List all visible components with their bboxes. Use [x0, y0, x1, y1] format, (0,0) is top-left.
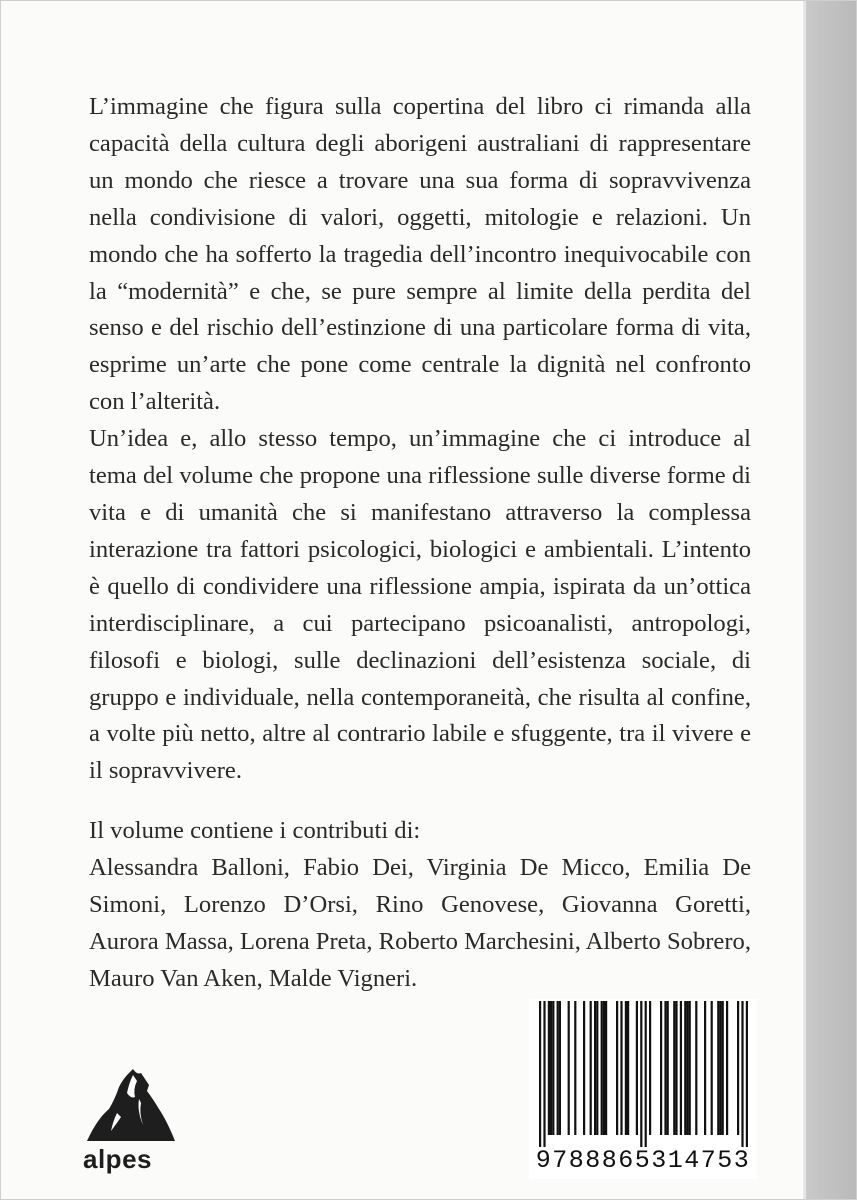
- barcode-bar: [667, 1001, 669, 1135]
- isbn-barcode: [529, 999, 757, 1179]
- barcode-guard-bar: [645, 1001, 647, 1147]
- barcode-guard-bar: [741, 1001, 743, 1147]
- barcode-bar: [620, 1001, 622, 1135]
- barcode-bar: [574, 1001, 576, 1135]
- barcode-bar: [722, 1001, 724, 1135]
- barcode-guard-bar: [640, 1001, 642, 1147]
- barcode-bar: [649, 1001, 651, 1135]
- barcode-bar: [675, 1001, 677, 1135]
- barcode-bar: [689, 1001, 691, 1135]
- barcode-bar: [605, 1001, 607, 1135]
- contributors-list: Alessandra Balloni, Fabio Dei, Virginia De Micco, Emilia De Simoni, Lorenzo D’Orsi, Rino Genovese, Giovanna Goretti, Aurora Massa, Lorena Preta, Roberto Marchesini, Alberto Sobrero, Mauro Van Aken, Malde Vigneri.: [89, 853, 751, 992]
- barcode-bar: [711, 1001, 713, 1135]
- barcode-bar: [550, 1001, 552, 1135]
- barcode-guard-bar: [543, 1001, 545, 1147]
- barcode-bar: [583, 1001, 585, 1135]
- mountain-peak-icon: [83, 1069, 193, 1149]
- barcode-bar: [596, 1001, 598, 1135]
- barcode-bar: [704, 1001, 706, 1135]
- barcode-bar: [627, 1001, 629, 1135]
- publisher-name: alpes: [83, 1144, 152, 1174]
- barcode-bar: [717, 1001, 719, 1135]
- barcode-bar: [616, 1001, 618, 1135]
- barcode-bar: [601, 1001, 603, 1135]
- barcode-bar: [737, 1001, 739, 1135]
- barcode-bar: [594, 1001, 596, 1135]
- book-spine: [806, 1, 856, 1200]
- isbn-number: 9788865314753: [535, 1146, 751, 1175]
- barcode-bar: [660, 1001, 662, 1135]
- barcode-bar: [603, 1001, 605, 1135]
- barcode-bar: [686, 1001, 688, 1135]
- barcode-bar: [559, 1001, 561, 1135]
- barcode-bar: [664, 1001, 666, 1135]
- back-cover-blurb: [89, 89, 751, 790]
- barcode-bar: [680, 1001, 682, 1135]
- blurb-paragraph-2: Un’idea e, allo stesso tempo, un’immagine che ci introduce al tema del volume che propone una riflessione sulle diverse forme di vita e di umanità che si manifestano attraverso la complessa interazione tra fattori psicologici, biologici e ambientali. L’intento è quello di condividere una riflessione ampia, ispirata da un’ottica interdisciplinare, a cui partecipano psicoanalisti, antropologi, filosofi e biologi, sulle declinazioni dell’esistenza sociale, di gruppo e individuale, nella contemporaneità, che risulta al confine, a volte più netto, altre al contrario labile e sfuggente, tra il vivere e il sopravvivere.: [89, 425, 751, 785]
- blurb-paragraph-1: L’immagine che figura sulla copertina del libro ci rimanda alla capacità della cultura degli aborigeni australiani di rappresentare un mondo che riesce a trovare una sua forma di sopravvivenza nella condivisione di valori, oggetti, mitologie e relazioni. Un mondo che ha sofferto la tragedia dell’incontro inequivocabile con la “modernità” e che, se pure sempre al limite della perdita del senso e del rischio dell’estinzione di una particolare forma di vita, esprime un’arte che pone come centrale la dignità nel confronto con l’alterità.: [89, 93, 751, 416]
- barcode-guard-bar: [746, 1001, 748, 1147]
- barcode-bar: [636, 1001, 638, 1135]
- barcode-bar: [695, 1001, 697, 1135]
- barcode-bar: [568, 1001, 570, 1135]
- barcode-bar: [719, 1001, 721, 1135]
- barcode-bar: [625, 1001, 627, 1135]
- publisher-logo: [83, 1069, 193, 1175]
- barcode-bar: [552, 1001, 554, 1135]
- contributors-intro: Il volume contiene i contributi di:: [89, 817, 421, 844]
- barcode-bar: [590, 1001, 592, 1135]
- barcode-bar: [684, 1001, 686, 1135]
- barcode-bars: [529, 999, 757, 1147]
- barcode-bar: [726, 1001, 728, 1135]
- barcode-bar: [548, 1001, 550, 1135]
- barcode-bar: [557, 1001, 559, 1135]
- barcode-bar: [673, 1001, 675, 1135]
- barcode-guard-bar: [539, 1001, 541, 1147]
- contributors-section: [89, 813, 751, 998]
